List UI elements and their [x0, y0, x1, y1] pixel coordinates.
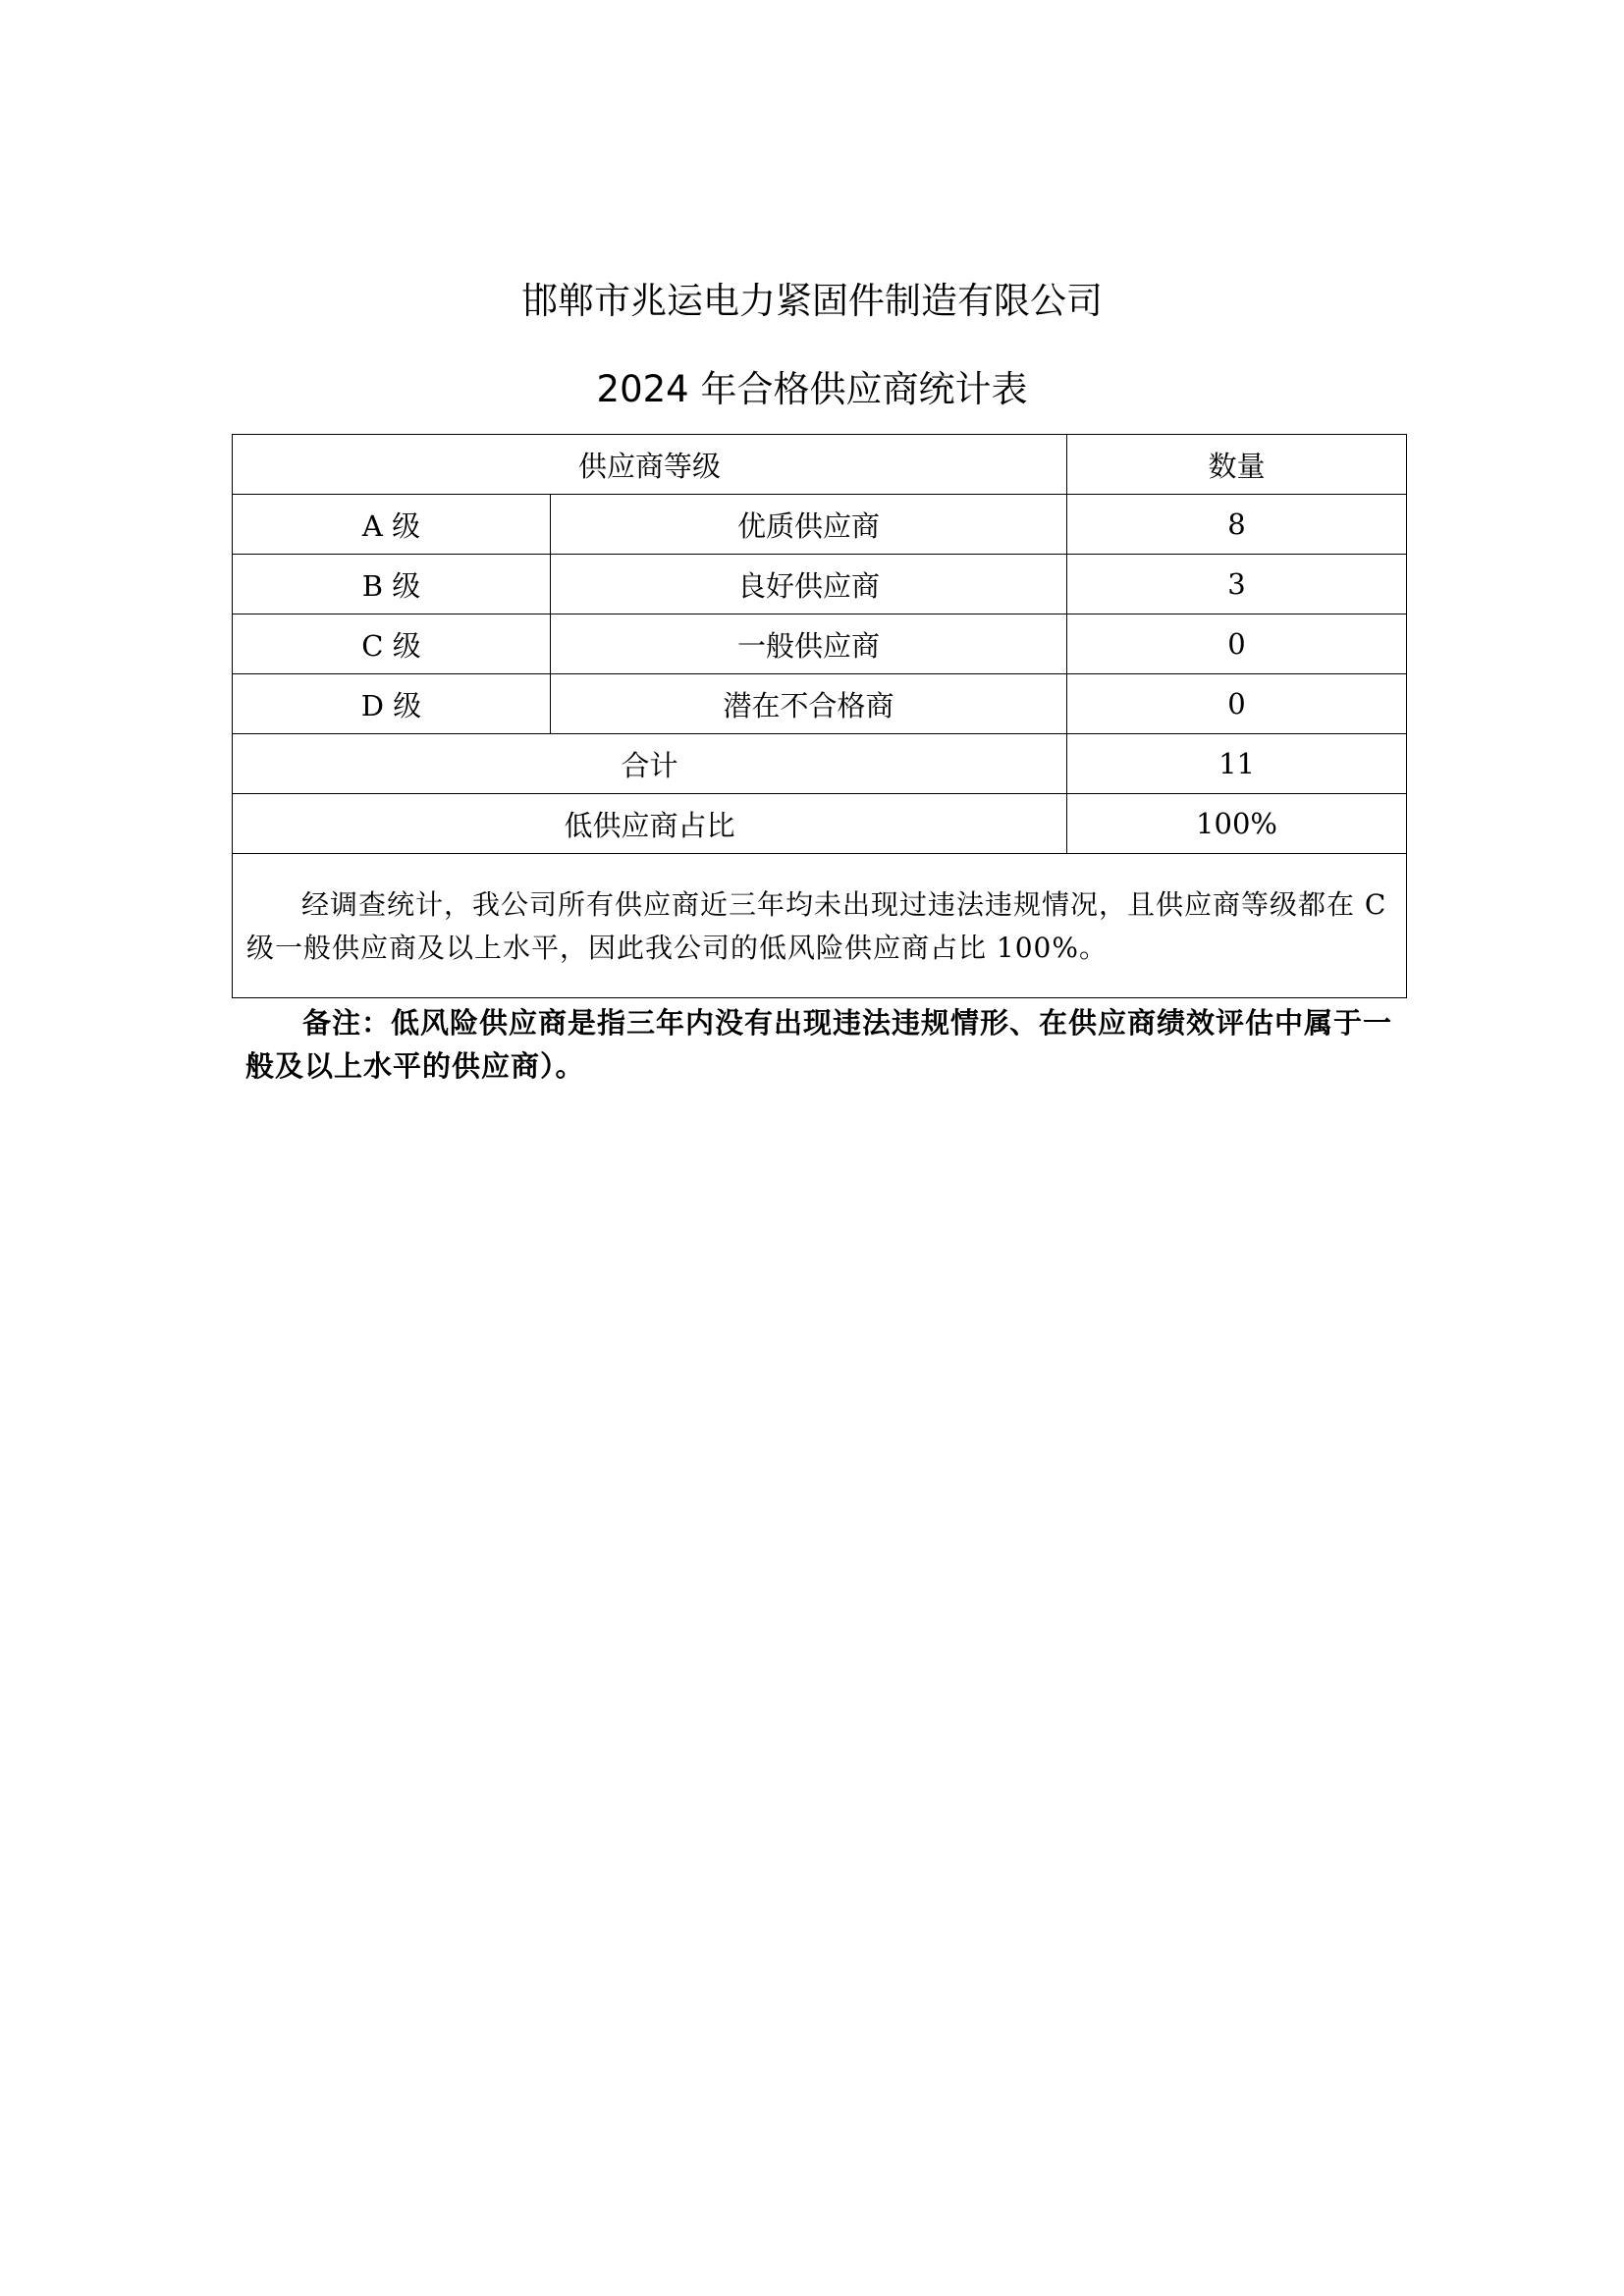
table-row [233, 674, 1407, 734]
header-level-cell: 供应商等级 [233, 435, 1067, 495]
supplier-type-cell: 良好供应商 [551, 555, 1067, 614]
header-count-cell: 数量 [1067, 435, 1407, 495]
table-row [233, 614, 1407, 674]
grade-cell: A 级 [233, 495, 551, 555]
ratio-label-cell: 低供应商占比 [233, 794, 1067, 854]
supplier-type-cell: 优质供应商 [551, 495, 1067, 555]
count-cell: 8 [1067, 495, 1407, 555]
count-cell: 0 [1067, 614, 1407, 674]
note-cell: 经调查统计，我公司所有供应商近三年均未出现过违法违规情况，且供应商等级都在 C 级一般供应商及以上水平，因此我公司的低风险供应商占比 100%。 [233, 854, 1407, 998]
count-cell: 0 [1067, 674, 1407, 734]
total-value-cell: 11 [1067, 734, 1407, 794]
grade-cell: B 级 [233, 555, 551, 614]
table-header-row [233, 435, 1407, 495]
supplier-type-cell: 一般供应商 [551, 614, 1067, 674]
table-title: 2024 年合格供应商统计表 [596, 368, 1028, 410]
count-cell: 3 [1067, 555, 1407, 614]
total-row [233, 734, 1407, 794]
note-row [233, 854, 1407, 998]
company-title: 邯郸市兆运电力紧固件制造有限公司 [521, 280, 1103, 322]
supplier-type-cell: 潜在不合格商 [551, 674, 1067, 734]
grade-cell: C 级 [233, 614, 551, 674]
ratio-value-cell: 100% [1067, 794, 1407, 854]
supplier-stats-table [232, 434, 1407, 998]
total-label-cell: 合计 [233, 734, 1067, 794]
remark-text: 备注：低风险供应商是指三年内没有出现违法违规情形、在供应商绩效评估中属于一般及以上水平的供应商）。 [245, 1006, 1393, 1083]
table-row [233, 495, 1407, 555]
table-row [233, 555, 1407, 614]
ratio-row [233, 794, 1407, 854]
grade-cell: D 级 [233, 674, 551, 734]
